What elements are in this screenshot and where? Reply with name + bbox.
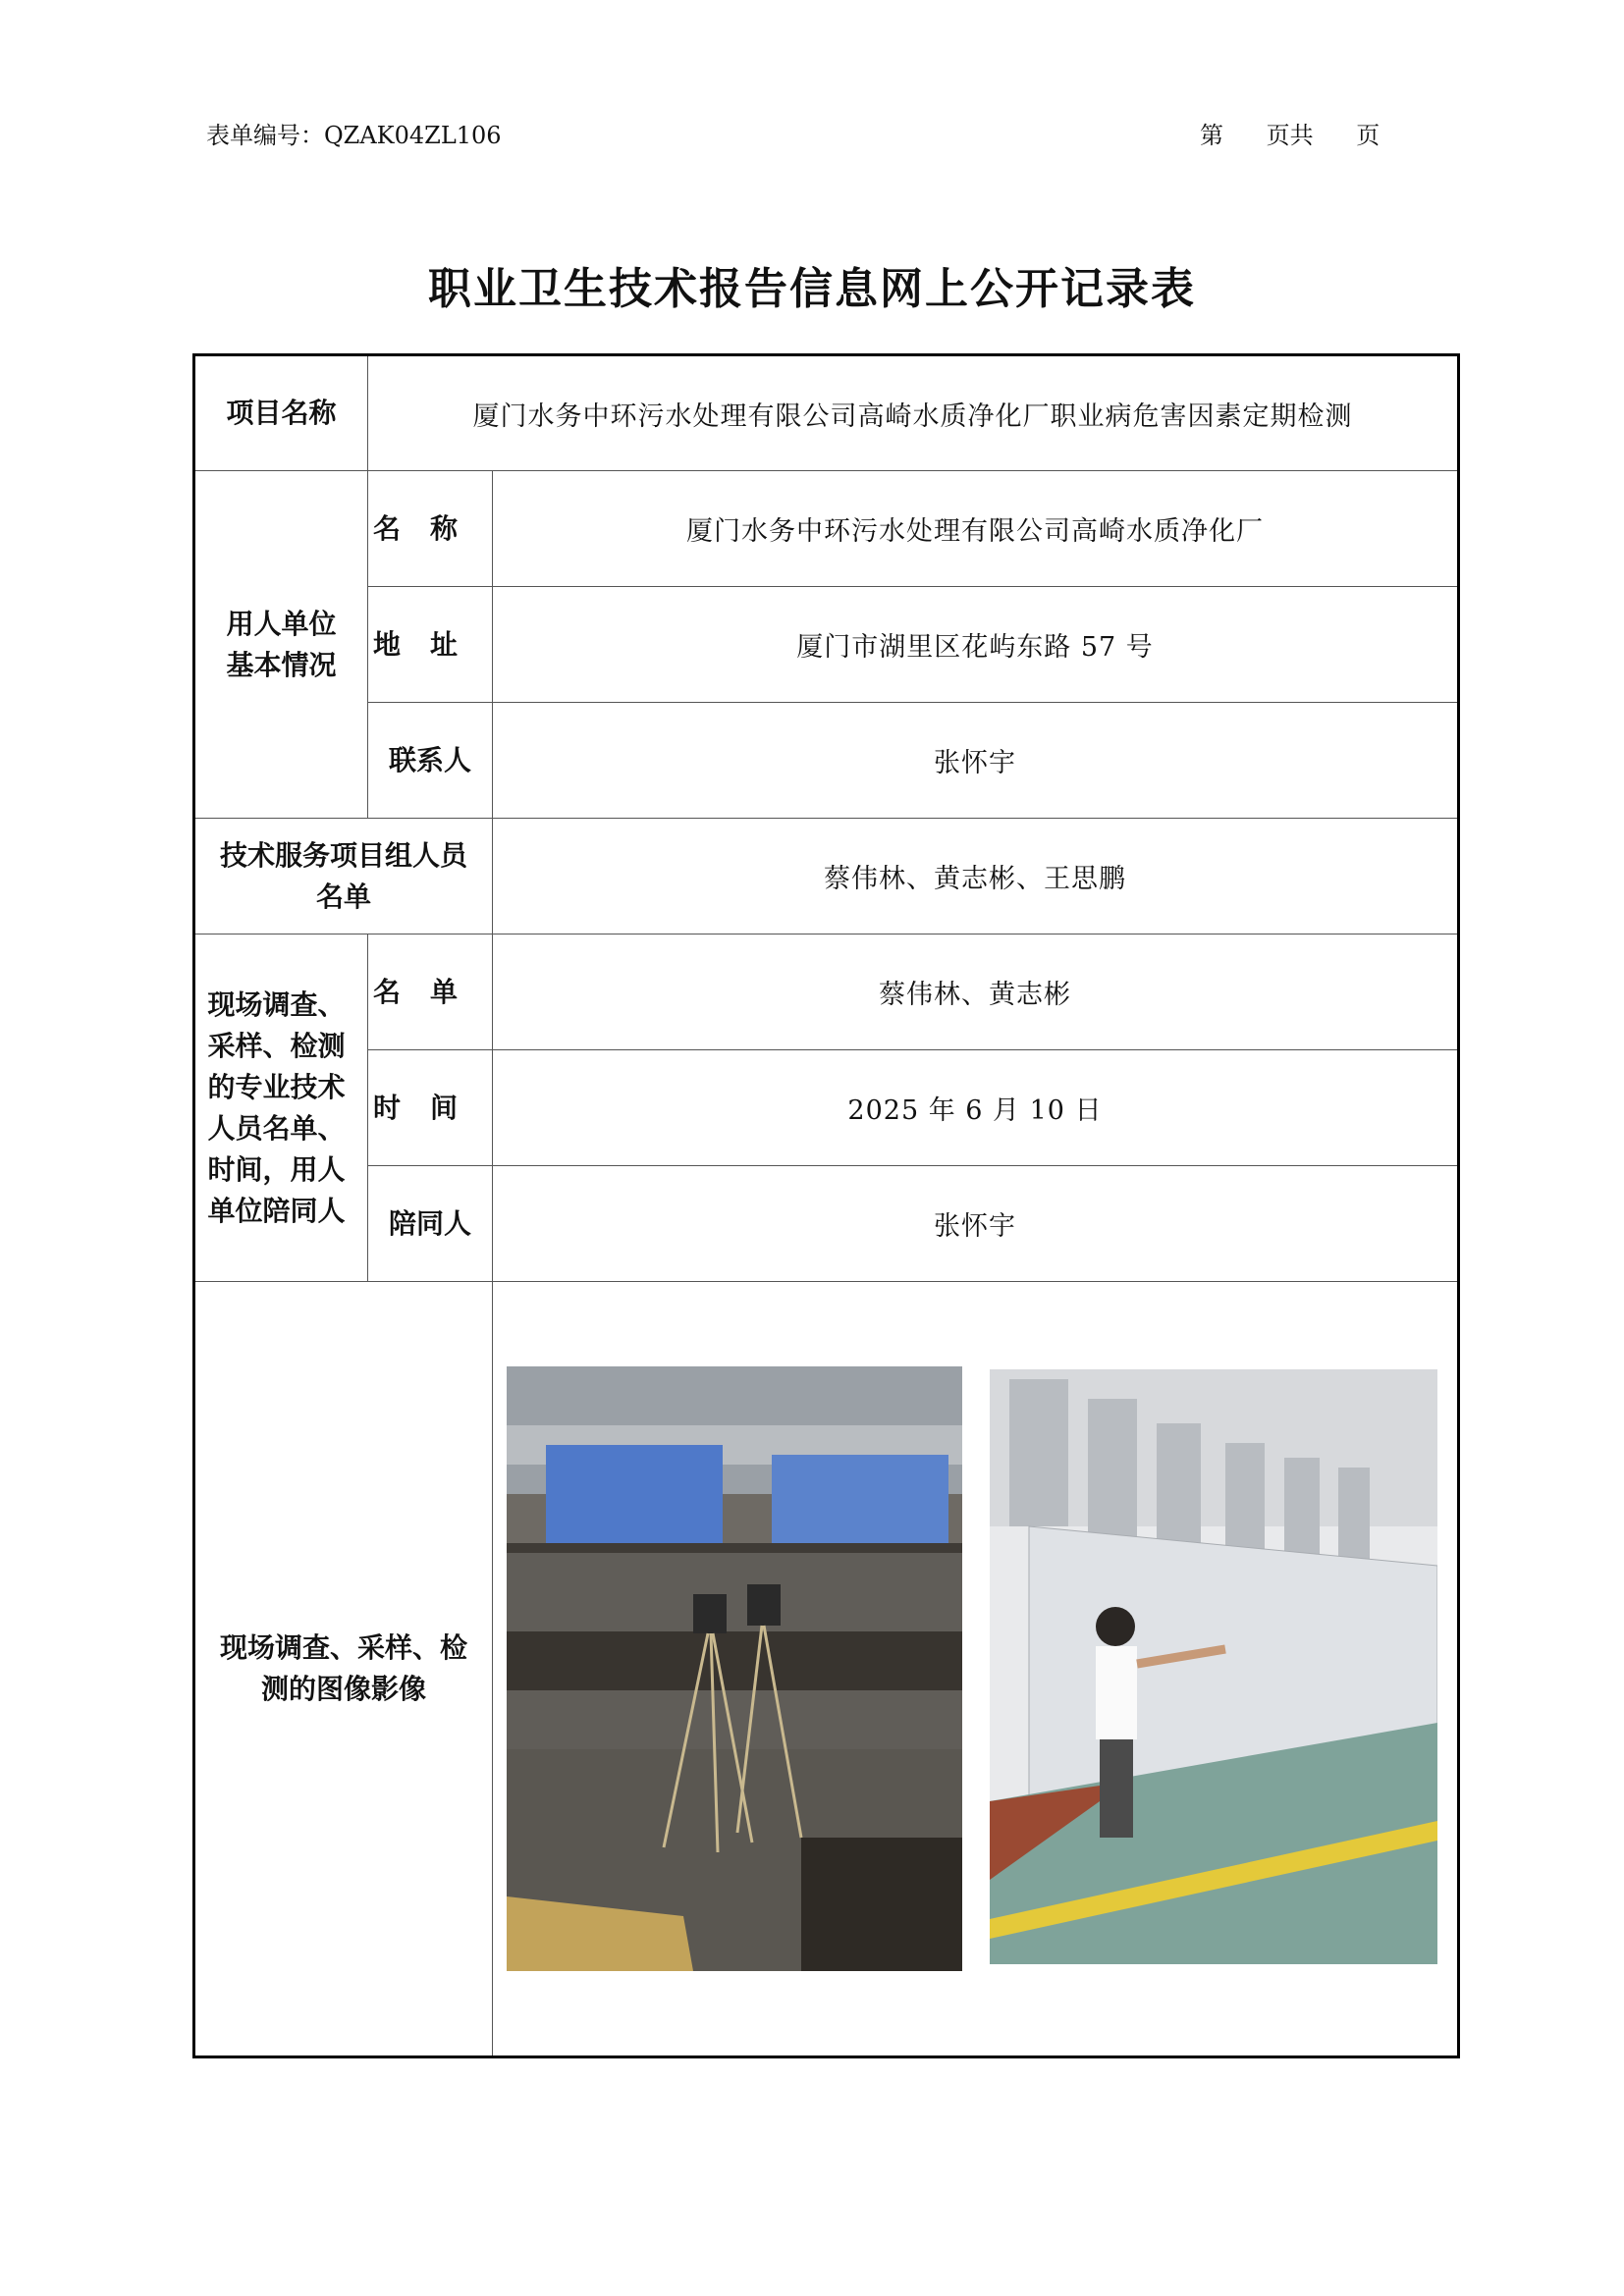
survey-escort-label: 陪同人: [368, 1166, 493, 1282]
photo-area: [493, 1409, 1457, 1929]
photo-electrical-room: [990, 1369, 1437, 1964]
employer-contact-value: 张怀宇: [493, 703, 1459, 819]
employer-address-label: 地址: [368, 587, 493, 703]
team-value: 蔡伟林、黄志彬、王思鹏: [493, 819, 1459, 934]
employer-label: 用人单位基本情况: [194, 471, 368, 819]
row-employer-address: [194, 587, 1459, 703]
survey-time-value: 2025 年 6 月 10 日: [493, 1050, 1459, 1166]
images-cell: [493, 1282, 1459, 2057]
row-survey-time: [194, 1050, 1459, 1166]
row-survey-list: [194, 934, 1459, 1050]
record-table: [192, 353, 1460, 2058]
row-project: [194, 355, 1459, 471]
row-team: [194, 819, 1459, 934]
project-value: 厦门水务中环污水处理有限公司高崎水质净化厂职业病危害因素定期检测: [368, 355, 1459, 471]
team-label: 技术服务项目组人员名单: [194, 819, 493, 934]
row-survey-escort: [194, 1166, 1459, 1282]
employer-address-value: 厦门市湖里区花屿东路 57 号: [493, 587, 1459, 703]
page-di: 第: [1200, 122, 1223, 149]
page-title: 职业卫生技术报告信息网上公开记录表: [428, 264, 1196, 314]
page-ye: 页: [1356, 122, 1380, 149]
row-images: [194, 1282, 1459, 2057]
form-number: 表单编号：QZAK04ZL106: [206, 122, 502, 149]
employer-name-label: 名称: [368, 471, 493, 587]
employer-contact-label: 联系人: [368, 703, 493, 819]
images-label: 现场调查、采样、检测的图像影像: [194, 1282, 493, 2057]
survey-label: 现场调查、采样、检测的专业技术人员名单、时间，用人单位陪同人: [194, 934, 368, 1282]
page-ye-gong: 页共: [1266, 122, 1314, 149]
survey-time-label: 时间: [368, 1050, 493, 1166]
employer-name-value: 厦门水务中环污水处理有限公司高崎水质净化厂: [493, 471, 1459, 587]
survey-list-value: 蔡伟林、黄志彬: [493, 934, 1459, 1050]
survey-list-label: 名单: [368, 934, 493, 1050]
survey-escort-value: 张怀宇: [493, 1166, 1459, 1282]
page-indicator: [1200, 116, 1415, 150]
row-employer-contact: [194, 703, 1459, 819]
photo-sampling-tripods: [507, 1366, 962, 1971]
row-employer-name: [194, 471, 1459, 587]
project-label: 项目名称: [194, 355, 368, 471]
